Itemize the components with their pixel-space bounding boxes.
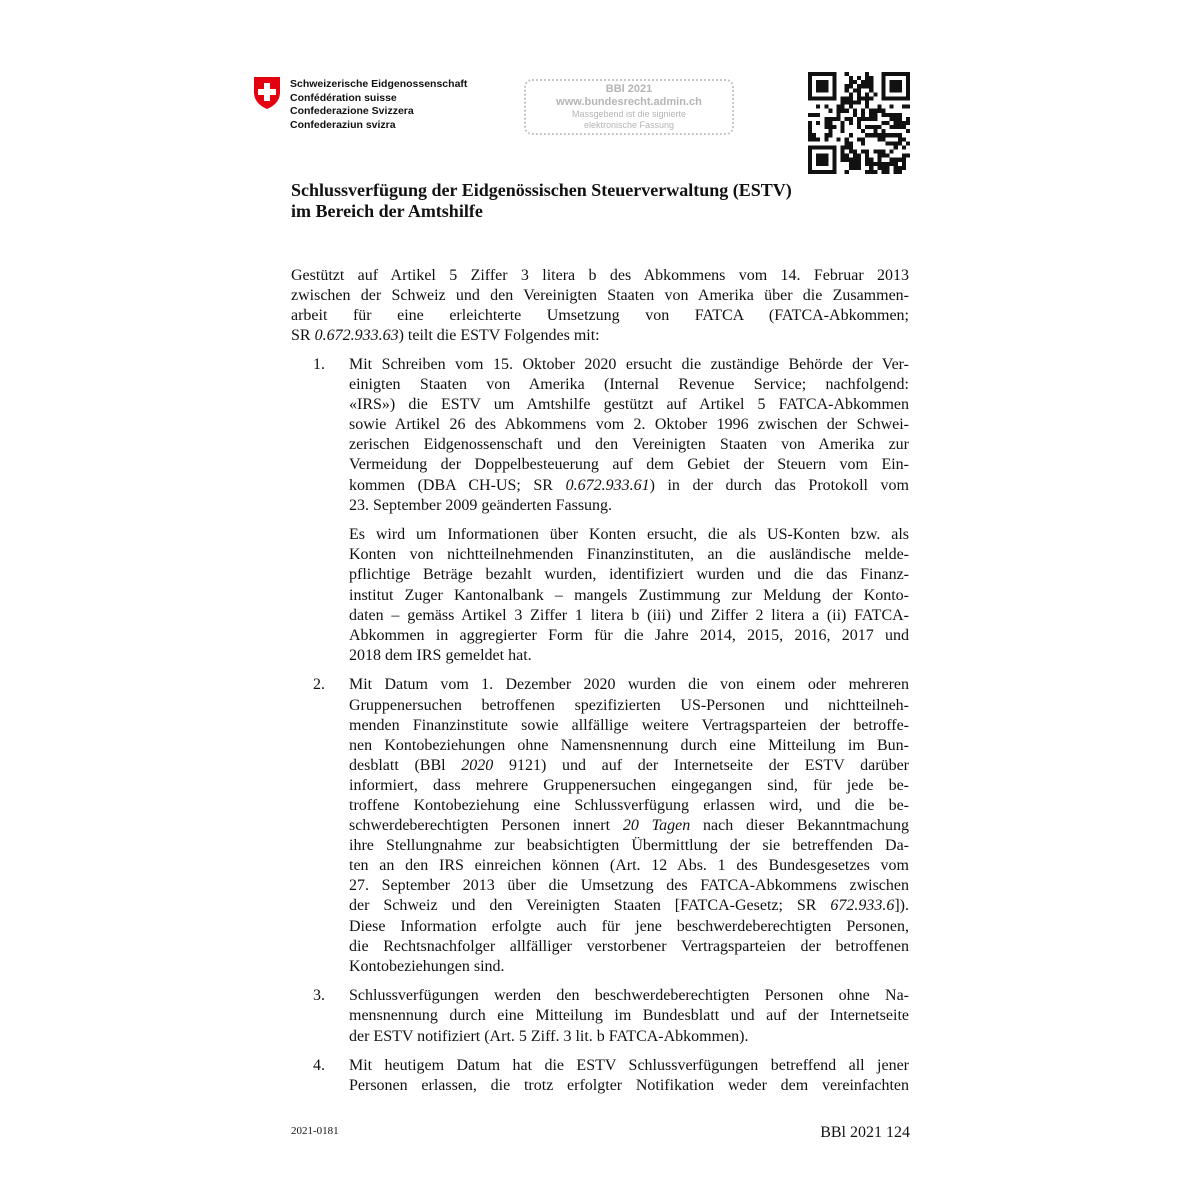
stamp-line-3: Massgebend ist die signierte <box>571 109 687 119</box>
text-line: Mit heutigem Datum hat die ESTV Schlussverfügungen betreffend all jener <box>349 1057 909 1075</box>
sr-reference: 672.933.6 <box>830 897 895 915</box>
item-number: 3. <box>313 987 325 1005</box>
text-fragment: 9121) und auf der Internetseite der ESTV darüber <box>493 756 909 774</box>
sr-reference: 0.672.933.63 <box>314 327 399 345</box>
text-line: daten – gemäss Artikel 3 Ziffer 1 litera b (iii) und Ziffer 2 litera a (ii) FATCA- <box>349 606 909 624</box>
text-fragment: der Schweiz und den Vereinigten Staaten [FATCA-Gesetz; SR <box>349 897 831 915</box>
text-line: Schlussverfügungen werden den beschwerdeberechtigten Personen ohne Na- <box>349 987 909 1005</box>
title-line-1: Schlussverfügung der Eidgenössischen Steuerverwaltung (ESTV) <box>291 180 792 200</box>
list-item-3 <box>291 986 909 1046</box>
text-line: Personen erlassen, die trotz erfolgter Notifikation weder dem vereinfachten <box>349 1077 909 1095</box>
page-reference: BBl 2021 124 <box>820 1124 910 1141</box>
text-line: Diese Information erfolgte auch für jene beschwerdeberechtigten Personen, <box>349 917 909 935</box>
agency-name <box>290 78 467 132</box>
paragraph <box>349 1056 909 1096</box>
list-item-2 <box>291 675 909 976</box>
text-line: der ESTV notifiziert (Art. 5 Ziff. 3 lit. b FATCA-Abkommen). <box>349 1027 749 1045</box>
text-line: Kontobeziehungen sind. <box>349 957 505 975</box>
item-number: 1. <box>313 356 325 373</box>
text-line: Mit Schreiben vom 15. Oktober 2020 ersucht die zuständige Behörde der Ver- <box>349 356 909 373</box>
text-line: Abkommen in aggregierter Form für die Jahre 2014, 2015, 2016, 2017 und <box>349 626 909 644</box>
text-line: 23. September 2009 geänderten Fassung. <box>349 496 613 514</box>
text-fragment: ) in der durch das Protokoll vom <box>649 476 909 494</box>
agency-name-fr: Confédération suisse <box>290 91 397 104</box>
text-line: ten an den IRS einreichen können (Art. 12 Abs. 1 des Bundesgesetzes vom <box>349 857 909 875</box>
sr-reference: 0.672.933.61 <box>565 476 650 494</box>
paragraph <box>349 355 909 516</box>
title-line-2: im Bereich der Amtshilfe <box>291 201 483 221</box>
text-line: Es wird um Informationen über Konten ersucht, die als US-Konten bzw. als <box>349 526 909 544</box>
paragraph <box>349 525 909 666</box>
stamp-line-1: BBl 2021 <box>605 83 653 95</box>
qr-code-icon <box>808 72 910 174</box>
text-line: zerischen Eidgenossenschaft und den Vereinigten Staaten von Amerika zur <box>349 436 909 454</box>
text-line: Vermeidung der Doppelbesteuerung auf dem Gebiet der Steuern vom Ein- <box>349 456 909 474</box>
intro-paragraph <box>291 266 909 346</box>
text-line: arbeit für eine erleichterte Umsetzung von FATCA (FATCA-Abkommen; <box>291 307 909 325</box>
official-stamp <box>524 79 734 135</box>
text-line: sowie Artikel 26 des Abkommens vom 2. Oktober 1996 zwischen der Schwei- <box>349 416 909 434</box>
deadline-text: 20 Tagen <box>622 817 691 835</box>
swiss-coat-of-arms-icon <box>252 76 282 110</box>
text-fragment: desblatt (BBl <box>349 756 462 774</box>
stamp-line-4: elektronische Fassung <box>583 120 675 130</box>
text-line <box>349 476 909 496</box>
stamp-line-2: www.bundesrecht.admin.ch <box>556 96 702 108</box>
item-number: 4. <box>313 1057 325 1075</box>
text-line <box>291 326 909 346</box>
item-number: 2. <box>313 676 325 694</box>
text-line: Gruppenersuchen betroffenen spezifizierten US-Personen und nichtteilneh- <box>349 696 909 714</box>
text-line: pflichtige Beträge bezahlt wurden, identifiziert wurden und die das Finanz- <box>349 566 909 584</box>
text-line: 27. September 2013 über die Umsetzung des FATCA-Abkommens zwischen <box>349 877 909 895</box>
text-fragment: ]). <box>894 897 909 915</box>
numbered-list <box>291 355 909 1106</box>
agency-name-it: Confederazione Svizzera <box>290 105 414 118</box>
text-line: mensnennung durch eine Mitteilung im Bundesblatt und auf der Internetseite <box>349 1007 909 1025</box>
text-line: menden Finanzinstitute sowie allfällige weitere Vertragsparteien der betroffe- <box>349 716 909 734</box>
agency-name-rm: Confederaziun svizra <box>290 118 396 131</box>
text-line: die Rechtsnachfolger allfälliger verstorbener Vertragsparteien der betroffenen <box>349 937 909 955</box>
bbl-year: 2020 <box>461 756 494 774</box>
text-line <box>349 756 909 776</box>
paragraph <box>349 986 909 1046</box>
text-line: Mit Datum vom 1. Dezember 2020 wurden die von einem oder mehreren <box>349 676 909 694</box>
text-line: institut Zuger Kantonalbank – mangels Zustimmung zur Meldung der Konto- <box>349 586 909 604</box>
text-line <box>349 896 909 916</box>
text-line: einigten Staaten von Amerika (Internal Revenue Service; nachfolgend: <box>349 376 909 394</box>
text-line <box>349 816 909 836</box>
text-fragment: SR <box>291 327 315 345</box>
list-item-4 <box>291 1056 909 1096</box>
text-line: Gestützt auf Artikel 5 Ziffer 3 litera b des Abkommens vom 14. Februar 2013 <box>291 267 909 284</box>
text-line: zwischen der Schweiz und den Vereinigten Staaten von Amerika über die Zusammen- <box>291 287 909 305</box>
list-item-1 <box>291 355 909 666</box>
text-line: «IRS») die ESTV um Amtshilfe gestützt auf Artikel 5 FATCA-Abkommen <box>349 396 909 414</box>
text-fragment: kommen (DBA CH-US; SR <box>349 476 566 494</box>
text-line: 2018 dem IRS gemeldet hat. <box>349 646 532 664</box>
document-number: 2021-0181 <box>291 1125 339 1137</box>
text-line: troffene Kontobeziehung eine Schlussverfügung erlassen wird, und die be- <box>349 796 909 814</box>
text-line: Konten von nichtteilnehmenden Finanzinstituten, an die ausländische melde- <box>349 546 909 564</box>
text-line: informiert, dass mehrere Gruppenersuchen eingegangen sind, für jede be- <box>349 776 909 794</box>
document-title <box>291 180 911 222</box>
agency-name-de: Schweizerische Eidgenossenschaft <box>290 78 468 90</box>
text-fragment: nach dieser Bekanntmachung <box>690 817 910 835</box>
text-line: nen Kontobeziehungen ohne Namensnennung durch eine Mitteilung im Bun- <box>349 736 909 754</box>
text-line: ihre Stellungnahme zur beabsichtigten Übermittlung der sie betreffenden Da- <box>349 837 909 855</box>
text-fragment: schwerdeberechtigten Personen innert <box>349 817 623 835</box>
text-fragment: ) teilt die ESTV Folgendes mit: <box>398 327 600 345</box>
paragraph <box>349 675 909 976</box>
